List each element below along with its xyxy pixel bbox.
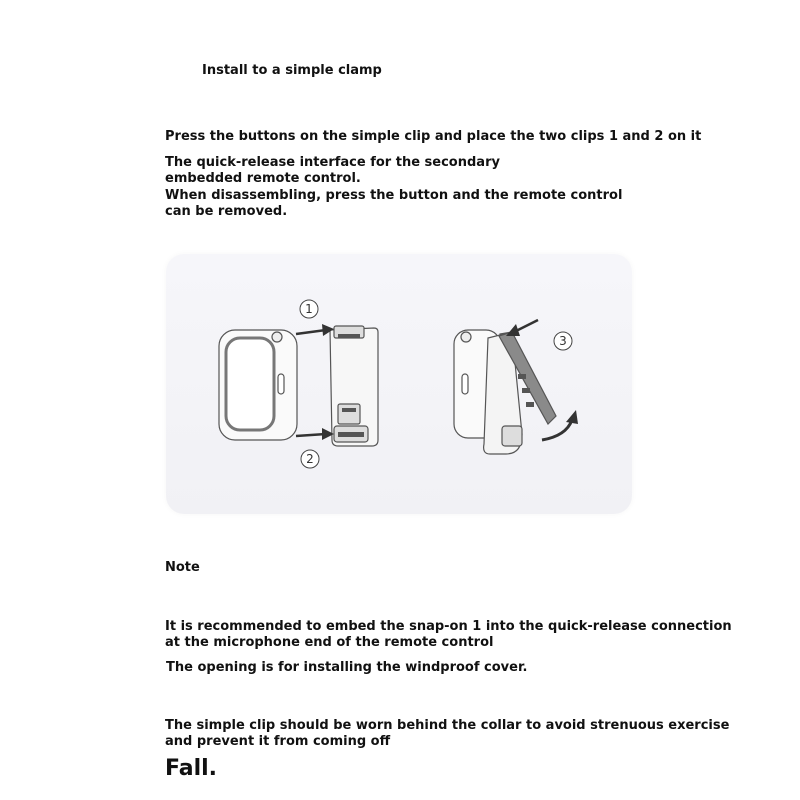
note-label: Note <box>165 560 200 575</box>
arrow-2 <box>296 428 334 440</box>
svg-text:1: 1 <box>305 302 313 316</box>
remote-control-left <box>219 330 297 440</box>
arrow-1 <box>296 324 334 336</box>
svg-text:3: 3 <box>559 334 567 348</box>
quick-release-line: The quick-release interface for the secondary <box>165 155 500 170</box>
wear-advice-line: and prevent it from coming off <box>165 734 391 749</box>
installation-illustration <box>166 254 632 514</box>
illustration-svg <box>166 254 632 514</box>
instruction-step: Press the buttons on the simple clip and place the two clips 1 and 2 on it <box>165 129 702 144</box>
page-title: Install to a simple clamp <box>202 63 382 78</box>
callout-3 <box>554 332 572 350</box>
opening-note: The opening is for installing the windproof cover. <box>166 660 528 675</box>
recommendation-line: at the microphone end of the remote control <box>165 635 494 650</box>
quick-release-line: can be removed. <box>165 204 288 219</box>
quick-release-line: When disassembling, press the button and the remote control <box>165 188 623 203</box>
callout-2 <box>301 450 319 468</box>
callout-1 <box>300 300 318 318</box>
wear-advice-line: The simple clip should be worn behind the collar to avoid strenuous exercise <box>165 718 730 733</box>
arrow-3 <box>506 320 538 336</box>
simple-clip-left <box>330 326 378 446</box>
quick-release-line: embedded remote control. <box>165 171 361 186</box>
simple-clip-right <box>484 332 556 454</box>
recommendation-line: It is recommended to embed the snap-on 1 into the quick-release connection <box>165 619 732 634</box>
svg-text:2: 2 <box>306 452 314 466</box>
fall-text: Fall. <box>165 756 218 781</box>
